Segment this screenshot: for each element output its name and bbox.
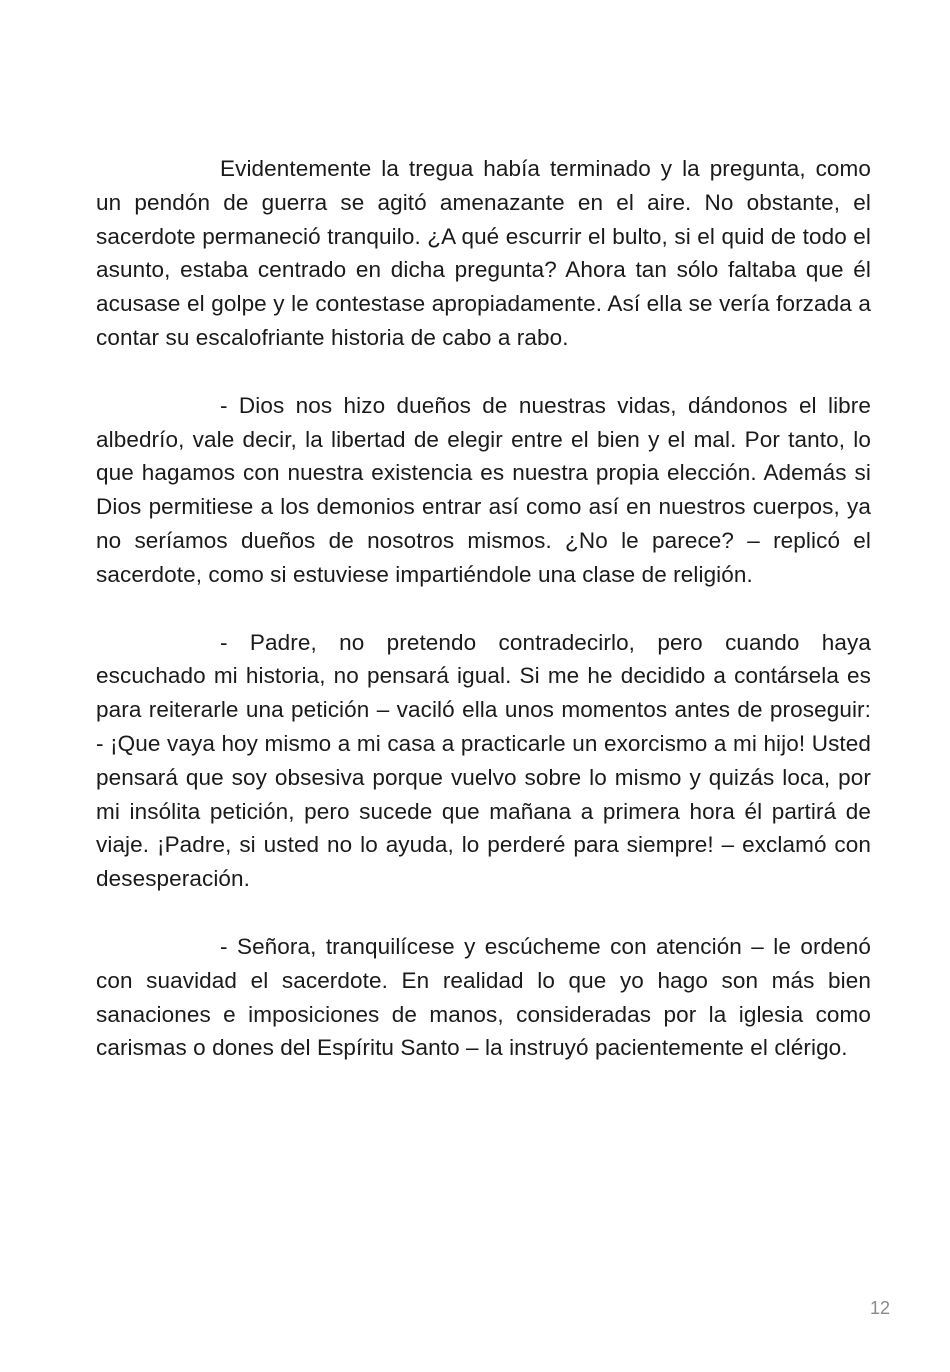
paragraph-2: - Dios nos hizo dueños de nuestras vidas, dándonos el libre albedrío, vale decir, la libertad de elegir entre el bien y el mal. Por tanto, lo que hagamos con nuestra existencia es nuestra propia elección. Además si Dios permitiese a los demonios entrar así como así en nuestros cuerpos, ya no seríamos dueños de nosotros mismos. ¿No le parece? – replicó el sacerdote, como si estuviese impartiéndole una clase de religión.	[96, 392, 871, 587]
body-text	[96, 152, 871, 1099]
paragraph-4: - Señora, tranquilícese y escúcheme con atención – le ordenó con suavidad el sacerdote. En realidad lo que yo hago son más bien sanaciones e imposiciones de manos, consideradas por la iglesia como carismas o dones del Espíritu Santo – la instruyó pacientemente el clérigo.	[96, 933, 871, 1061]
page-number: 12	[869, 1298, 890, 1318]
paragraph-1: Evidentemente la tregua había terminado y la pregunta, como un pendón de guerra se agitó amenazante en el aire. No obstante, el sacerdote permaneció tranquilo. ¿A qué escurrir el bulto, si el quid de todo el asunto, estaba centrado en dicha pregunta? Ahora tan sólo faltaba que él acusase el golpe y le contestase apropiadamente. Así ella se vería forzada a contar su escalofriante historia de cabo a rabo.	[96, 156, 871, 350]
paragraph-3: - Padre, no pretendo contradecirlo, pero cuando haya escuchado mi historia, no pensará igual. Si me he decidido a contársela es para reiterarle una petición – vaciló ella unos momentos antes de proseguir: - ¡Que vaya hoy mismo a mi casa a practicarle un exorcismo a mi hijo! Usted pensará que soy obsesiva porque vuelvo sobre lo mismo y quizás loca, por mi insólita petición, pero sucede que mañana a primera hora él partirá de viaje. ¡Padre, si usted no lo ayuda, lo perderé para siempre! – exclamó con desesperación.	[96, 629, 871, 892]
